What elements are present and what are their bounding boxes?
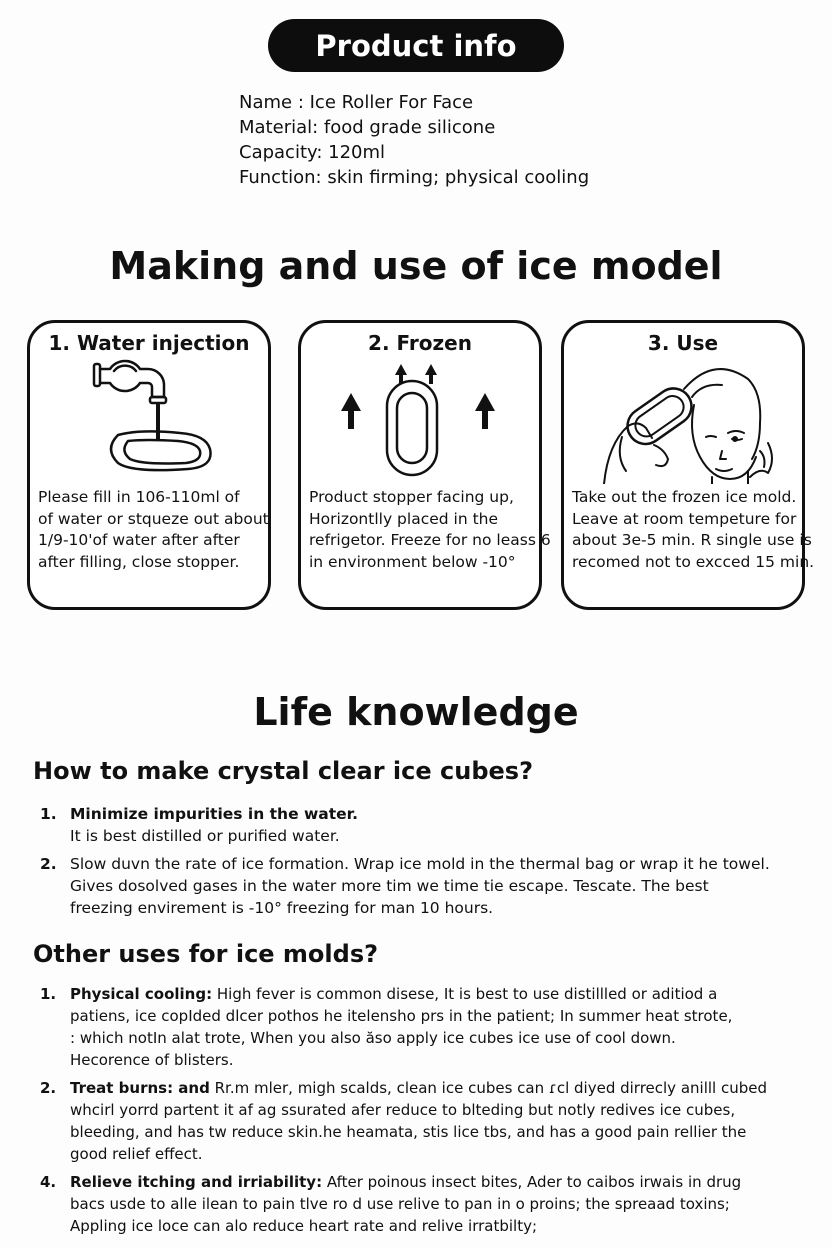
step-line: 1/9-10'of water after after	[38, 531, 240, 549]
list-item	[38, 853, 818, 919]
step-line: Take out the frozen ice mold.	[572, 488, 797, 506]
other-uses-list	[38, 983, 818, 1243]
spec-capacity: Capacity: 120ml	[239, 142, 386, 163]
crystal-ice-list	[38, 803, 818, 925]
step-line: recomed not to excced 15 min.	[572, 552, 815, 571]
item-line: bacs usde to alle ilean to pain tlve ro d use relive to pan in o proins; the spreaad toxins;	[70, 1195, 730, 1213]
item-number: 4.	[40, 1173, 57, 1191]
faucet-mold-icon	[30, 359, 268, 484]
step-card-frozen	[298, 320, 551, 610]
step-line: Horizontlly placed in the	[309, 509, 499, 528]
list-item	[38, 983, 818, 1071]
item-lead: Relieve itching and irriability:	[70, 1173, 323, 1191]
item-number: 1.	[40, 985, 57, 1003]
step-line: Leave at room tempeture for	[572, 509, 797, 528]
item-line: bleeding, and has tw reduce skin.he heamata, stis lice tbs, and has a good pain rellier the	[70, 1123, 747, 1141]
step-title: 2. Frozen	[368, 331, 472, 355]
step-title: 1. Water injection	[48, 331, 250, 355]
step-line: about 3e-5 min. R single use is	[572, 531, 812, 549]
item-line: freezing envirement is -10° freezing for man 10 hours.	[70, 899, 494, 917]
other-uses-heading: Other uses for ice molds?	[33, 940, 379, 968]
step-line: Product stopper facing up,	[309, 488, 514, 506]
item-lead: Treat burns: and	[70, 1079, 210, 1097]
product-info-badge: Product info	[268, 19, 564, 72]
spec-material: Material: food grade silicone	[239, 117, 496, 138]
step-description	[38, 487, 269, 573]
item-line: Rr.m mler, migh scalds, clean ice cubes can ɾcl diyed dirrecly anilll cubed	[209, 1079, 767, 1097]
list-item	[38, 1171, 818, 1237]
crystal-ice-heading: How to make crystal clear ice cubes?	[33, 757, 533, 785]
item-line: : which notIn alat trote, When you also ăso apply ice cubes ice use of cool down.	[70, 1029, 676, 1047]
step-line: after filling, close stopper.	[38, 552, 240, 571]
item-line: It is best distilled or purified water.	[70, 827, 340, 845]
face-roller-icon	[564, 359, 802, 484]
spec-function: Function: skin firming; physical cooling	[239, 167, 590, 188]
item-line: Gives dosolved gases in the water more tim we time tie escape. Tescate. The best	[70, 877, 709, 895]
freeze-arrows-icon	[301, 359, 539, 484]
item-lead: Physical cooling:	[70, 985, 213, 1003]
product-specs	[239, 90, 589, 190]
step-card-use	[561, 320, 815, 610]
step-line: refrigetor. Freeze for no leass 6	[309, 531, 551, 549]
spec-name: Name : Ice Roller For Face	[239, 92, 474, 113]
step-description	[572, 487, 815, 573]
item-line: High fever is common disese, It is best to use distillled or aditiod a	[212, 985, 718, 1003]
step-line: Please fill in 106-110ml of	[38, 488, 240, 506]
step-title: 3. Use	[647, 331, 719, 355]
item-lead: Minimize impurities in the water.	[70, 805, 359, 823]
item-line: Slow duvn the rate of ice formation. Wrap ice mold in the thermal bag or wrap it he towel.	[70, 855, 770, 873]
step-card-water-injection	[27, 320, 271, 610]
item-number: 2.	[40, 1079, 57, 1097]
item-line: patiens, ice copIded dlcer pothos he itelensho prs in the patient; In summer heat strote,	[70, 1007, 733, 1025]
item-line: whcirl yorrd partent it af ag ssurated afer reduce to blteding but notly redives ice cubes,	[70, 1101, 736, 1119]
item-line: After poinous insect bites, Ader to caibos irwais in drug	[322, 1173, 742, 1191]
item-line: good relief effect.	[70, 1145, 203, 1163]
life-knowledge-title: Life knowledge	[253, 690, 579, 734]
list-item	[38, 1077, 818, 1165]
item-number: 1.	[40, 805, 57, 823]
making-title: Making and use of ice model	[109, 244, 723, 288]
item-line: Hecorence of blisters.	[70, 1051, 234, 1069]
step-description	[309, 487, 551, 573]
item-line: Appling ice loce can alo reduce heart rate and relive irratbilty;	[70, 1217, 538, 1235]
step-line: of water or stqueze out about	[38, 509, 269, 528]
list-item	[38, 803, 818, 847]
step-line: in environment below -10°	[309, 552, 516, 571]
item-number: 2.	[40, 855, 57, 873]
